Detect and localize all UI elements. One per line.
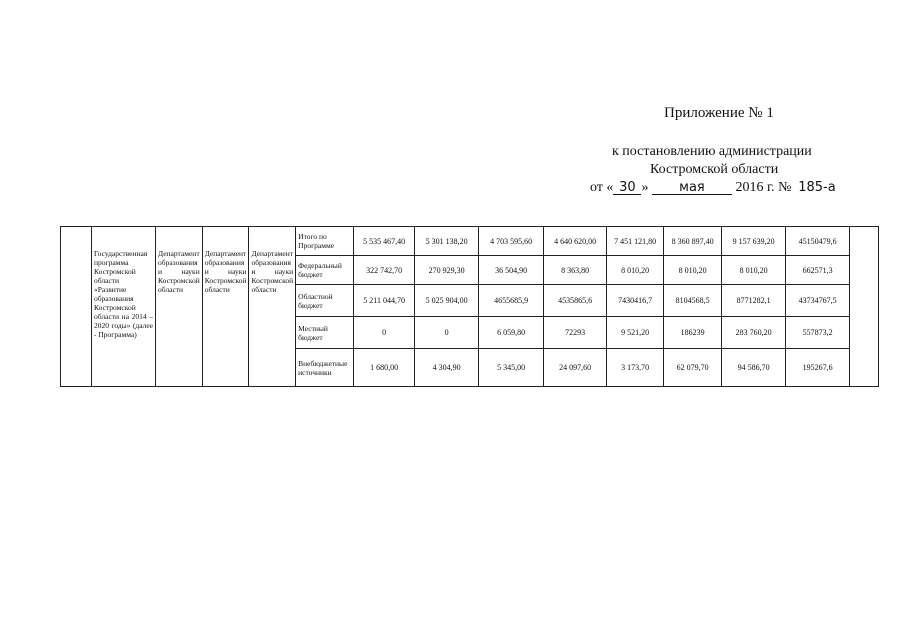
table-cell: 94 586,70 (722, 349, 786, 387)
table-cell: 5 345,00 (479, 349, 544, 387)
date-year: 2016 г. № (735, 180, 792, 195)
table-cell: 4535865,6 (544, 285, 607, 317)
table-cell: 8 363,80 (544, 256, 607, 285)
participant-cell: Департамент образования и науки Костромской области (249, 227, 296, 387)
empty-cell (61, 227, 92, 387)
table-cell: 8 360 897,40 (664, 227, 722, 256)
table-cell: 557873,2 (786, 317, 850, 349)
table-cell: 72293 (544, 317, 607, 349)
table-cell: 0 (354, 317, 415, 349)
table-cell: 186239 (664, 317, 722, 349)
table-row (61, 227, 879, 256)
table-cell: 45150479,6 (786, 227, 850, 256)
table-cell: 24 097,60 (544, 349, 607, 387)
row-label: Областной бюджет (296, 285, 354, 317)
program-name-cell: Государственная программа Костромской области «Развитие образования Костромской области на 2014 – 2020 годы» (далее - Программа) (92, 227, 156, 387)
coexecutor-cell: Департамент образования и науки Костромской области (202, 227, 249, 387)
table-cell: 5 211 044,70 (354, 285, 415, 317)
row-label: Внебюджетные источники (296, 349, 354, 387)
table-cell: 7430416,7 (607, 285, 664, 317)
table-cell: 662571,3 (786, 256, 850, 285)
table-cell: 195267,6 (786, 349, 850, 387)
table-cell: 1 680,00 (354, 349, 415, 387)
table-cell: 9 521,20 (607, 317, 664, 349)
table-cell: 4 703 595,60 (479, 227, 544, 256)
row-label: Итого по Программе (296, 227, 354, 256)
table-cell: 283 760,20 (722, 317, 786, 349)
table-cell: 5 025 904,00 (415, 285, 479, 317)
table-cell: 36 504,90 (479, 256, 544, 285)
row-label: Федеральный бюджет (296, 256, 354, 285)
row-label: Местный бюджет (296, 317, 354, 349)
table-cell: 4655685,9 (479, 285, 544, 317)
table-cell: 3 173,70 (607, 349, 664, 387)
program-table (60, 226, 879, 387)
region-line: Костромской области (650, 162, 779, 177)
table-cell: 270 929,30 (415, 256, 479, 285)
table-cell: 62 079,70 (664, 349, 722, 387)
date-prefix: от « (590, 180, 614, 195)
table-cell: 8 010,20 (664, 256, 722, 285)
table-cell: 6 059,80 (479, 317, 544, 349)
date-day: 30 (613, 181, 641, 195)
date-line (590, 180, 839, 196)
resolution-line: к постановлению администрации (612, 144, 812, 159)
empty-cell (850, 227, 879, 387)
responsible-cell: Департамент образования и науки Костромской области (156, 227, 203, 387)
table-cell: 4 640 620,00 (544, 227, 607, 256)
table-cell: 9 157 639,20 (722, 227, 786, 256)
table-cell: 8771282,1 (722, 285, 786, 317)
table-cell: 8 010,20 (722, 256, 786, 285)
table-cell: 43734767,5 (786, 285, 850, 317)
table-cell: 4 304,90 (415, 349, 479, 387)
table-cell: 0 (415, 317, 479, 349)
date-month: мая (652, 181, 732, 195)
table-cell: 8104568,5 (664, 285, 722, 317)
appendix-title: Приложение № 1 (664, 105, 774, 121)
document-header (0, 0, 905, 200)
table-cell: 7 451 121,80 (607, 227, 664, 256)
document-number: 185-а (798, 180, 836, 195)
date-mid: » (641, 180, 649, 195)
table-cell: 5 535 467,40 (354, 227, 415, 256)
table-cell: 322 742,70 (354, 256, 415, 285)
table-cell: 8 010,20 (607, 256, 664, 285)
table-cell: 5 301 138,20 (415, 227, 479, 256)
